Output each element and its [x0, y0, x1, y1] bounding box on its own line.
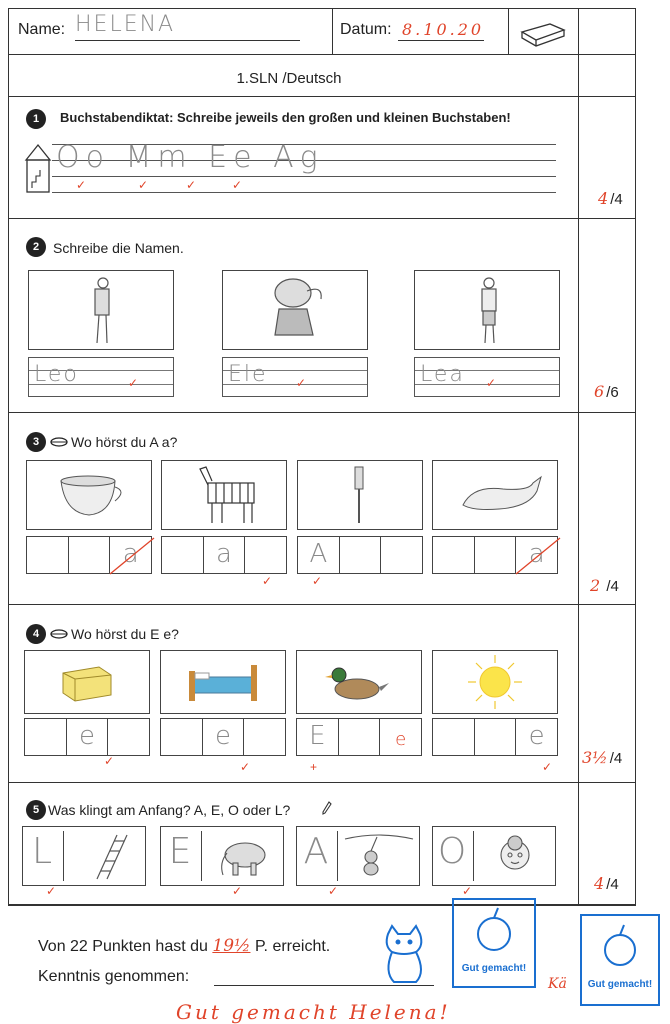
- check-mark: ✓: [232, 178, 243, 192]
- brush-image: [297, 460, 423, 530]
- date-label: Datum:: [340, 21, 392, 38]
- check-mark: ✓: [542, 760, 553, 774]
- zebra-image: [161, 460, 287, 530]
- ack-label: Kenntnis genommen:: [38, 968, 190, 985]
- ear-icon: [50, 629, 68, 639]
- task1-answer: Oo Mm Ee Ag: [56, 140, 324, 175]
- pencil-icon: [322, 801, 332, 815]
- task-number: 2: [26, 237, 46, 257]
- elephant-image: [205, 829, 281, 883]
- check-mark: ✓: [104, 754, 115, 768]
- sun-image: [432, 650, 558, 714]
- bed-image: [160, 650, 286, 714]
- answer-card: E: [160, 826, 284, 886]
- elephant-girl-image: [222, 270, 368, 350]
- check-mark: ✓: [138, 178, 149, 192]
- name-value: HELENA: [75, 12, 176, 37]
- task3-score: 2 /4: [590, 576, 619, 595]
- task1-score: 4 /4: [598, 189, 623, 208]
- book-icon: [518, 18, 568, 48]
- date-value: 8.10.20: [402, 20, 485, 39]
- divider: [8, 96, 636, 97]
- check-mark: ✓: [186, 178, 197, 192]
- letter-boxes[interactable]: A: [297, 536, 423, 574]
- answer-card: A: [296, 826, 420, 886]
- check-mark: ✓: [296, 376, 307, 390]
- divider: [332, 8, 333, 54]
- duck-image: [296, 650, 422, 714]
- divider: [508, 8, 509, 54]
- divider: [8, 904, 636, 905]
- letter-boxes[interactable]: E e: [296, 718, 422, 756]
- name-label: Name:: [18, 21, 66, 38]
- task2-score: 6 /6: [594, 382, 619, 401]
- name-answer: Ele: [228, 362, 268, 387]
- letter-boxes[interactable]: e: [24, 718, 150, 756]
- task4-score: 3½ /4: [582, 748, 623, 767]
- task-number: 1: [26, 109, 46, 129]
- name-answer: Lea: [420, 362, 465, 387]
- whale-image: [432, 460, 558, 530]
- half-point-mark: +: [310, 760, 318, 774]
- ear-icon: [50, 437, 68, 447]
- cup-image: [26, 460, 152, 530]
- check-mark: ✓: [240, 760, 251, 774]
- task-number: 3: [26, 432, 46, 452]
- divider: [8, 604, 636, 605]
- name-line: [75, 40, 300, 41]
- check-mark: ✓: [328, 884, 339, 898]
- divider: [8, 218, 636, 219]
- check-mark: ✓: [462, 884, 473, 898]
- apple-stamp: Gut gemacht!: [580, 914, 660, 1006]
- boy-image: [28, 270, 174, 350]
- check-mark: ✓: [312, 574, 323, 588]
- answer-card: O: [432, 826, 556, 886]
- teacher-comment: Gut gemacht Helena!: [176, 1000, 451, 1024]
- name-answer: Leo: [34, 362, 79, 387]
- task-number: 5: [26, 800, 46, 820]
- score-column-divider: [578, 8, 579, 906]
- parcel-image: [24, 650, 150, 714]
- answer-card: L: [22, 826, 146, 886]
- apple-stamp: Gut gemacht!: [452, 898, 536, 988]
- monkey-image: [341, 829, 417, 883]
- teacher-initials: Kä: [548, 976, 567, 992]
- task2-instruction: Schreibe die Namen.: [53, 240, 184, 256]
- points-sentence: Von 22 Punkten hast du 19½ P. erreicht.: [38, 936, 331, 956]
- cat-stamp: [376, 924, 432, 986]
- date-line: [398, 40, 484, 41]
- letter-boxes[interactable]: a: [432, 536, 558, 574]
- letter-boxes[interactable]: a: [26, 536, 152, 574]
- girl-image: [414, 270, 560, 350]
- check-mark: ✓: [128, 376, 139, 390]
- check-mark: ✓: [76, 178, 87, 192]
- task-number: 4: [26, 624, 46, 644]
- divider: [8, 782, 636, 783]
- letter-boxes[interactable]: e: [160, 718, 286, 756]
- check-mark: ✓: [46, 884, 57, 898]
- task5-instruction: Was klingt am Anfang? A, E, O oder L?: [48, 802, 291, 818]
- divider: [8, 412, 636, 413]
- task5-score: 4 /4: [594, 874, 619, 893]
- points-value: 19½: [212, 936, 251, 956]
- task4-instruction: Wo hörst du E e?: [71, 626, 179, 642]
- divider: [8, 54, 636, 55]
- letter-boxes[interactable]: e: [432, 718, 558, 756]
- task1-instruction: Buchstabendiktat: Schreibe jeweils den großen und kleinen Buchstaben!: [60, 110, 511, 125]
- check-mark: ✓: [262, 574, 273, 588]
- ladder-image: [67, 829, 143, 883]
- letter-boxes[interactable]: a: [161, 536, 287, 574]
- house-icon: [24, 142, 52, 194]
- task3-instruction: Wo hörst du A a?: [71, 434, 178, 450]
- check-mark: ✓: [486, 376, 497, 390]
- cross-out-mark: [514, 534, 564, 576]
- check-mark: ✓: [232, 884, 243, 898]
- cross-out-mark: [108, 534, 158, 576]
- grandma-image: [477, 829, 553, 883]
- subtitle: 1.SLN /Deutsch: [236, 70, 342, 87]
